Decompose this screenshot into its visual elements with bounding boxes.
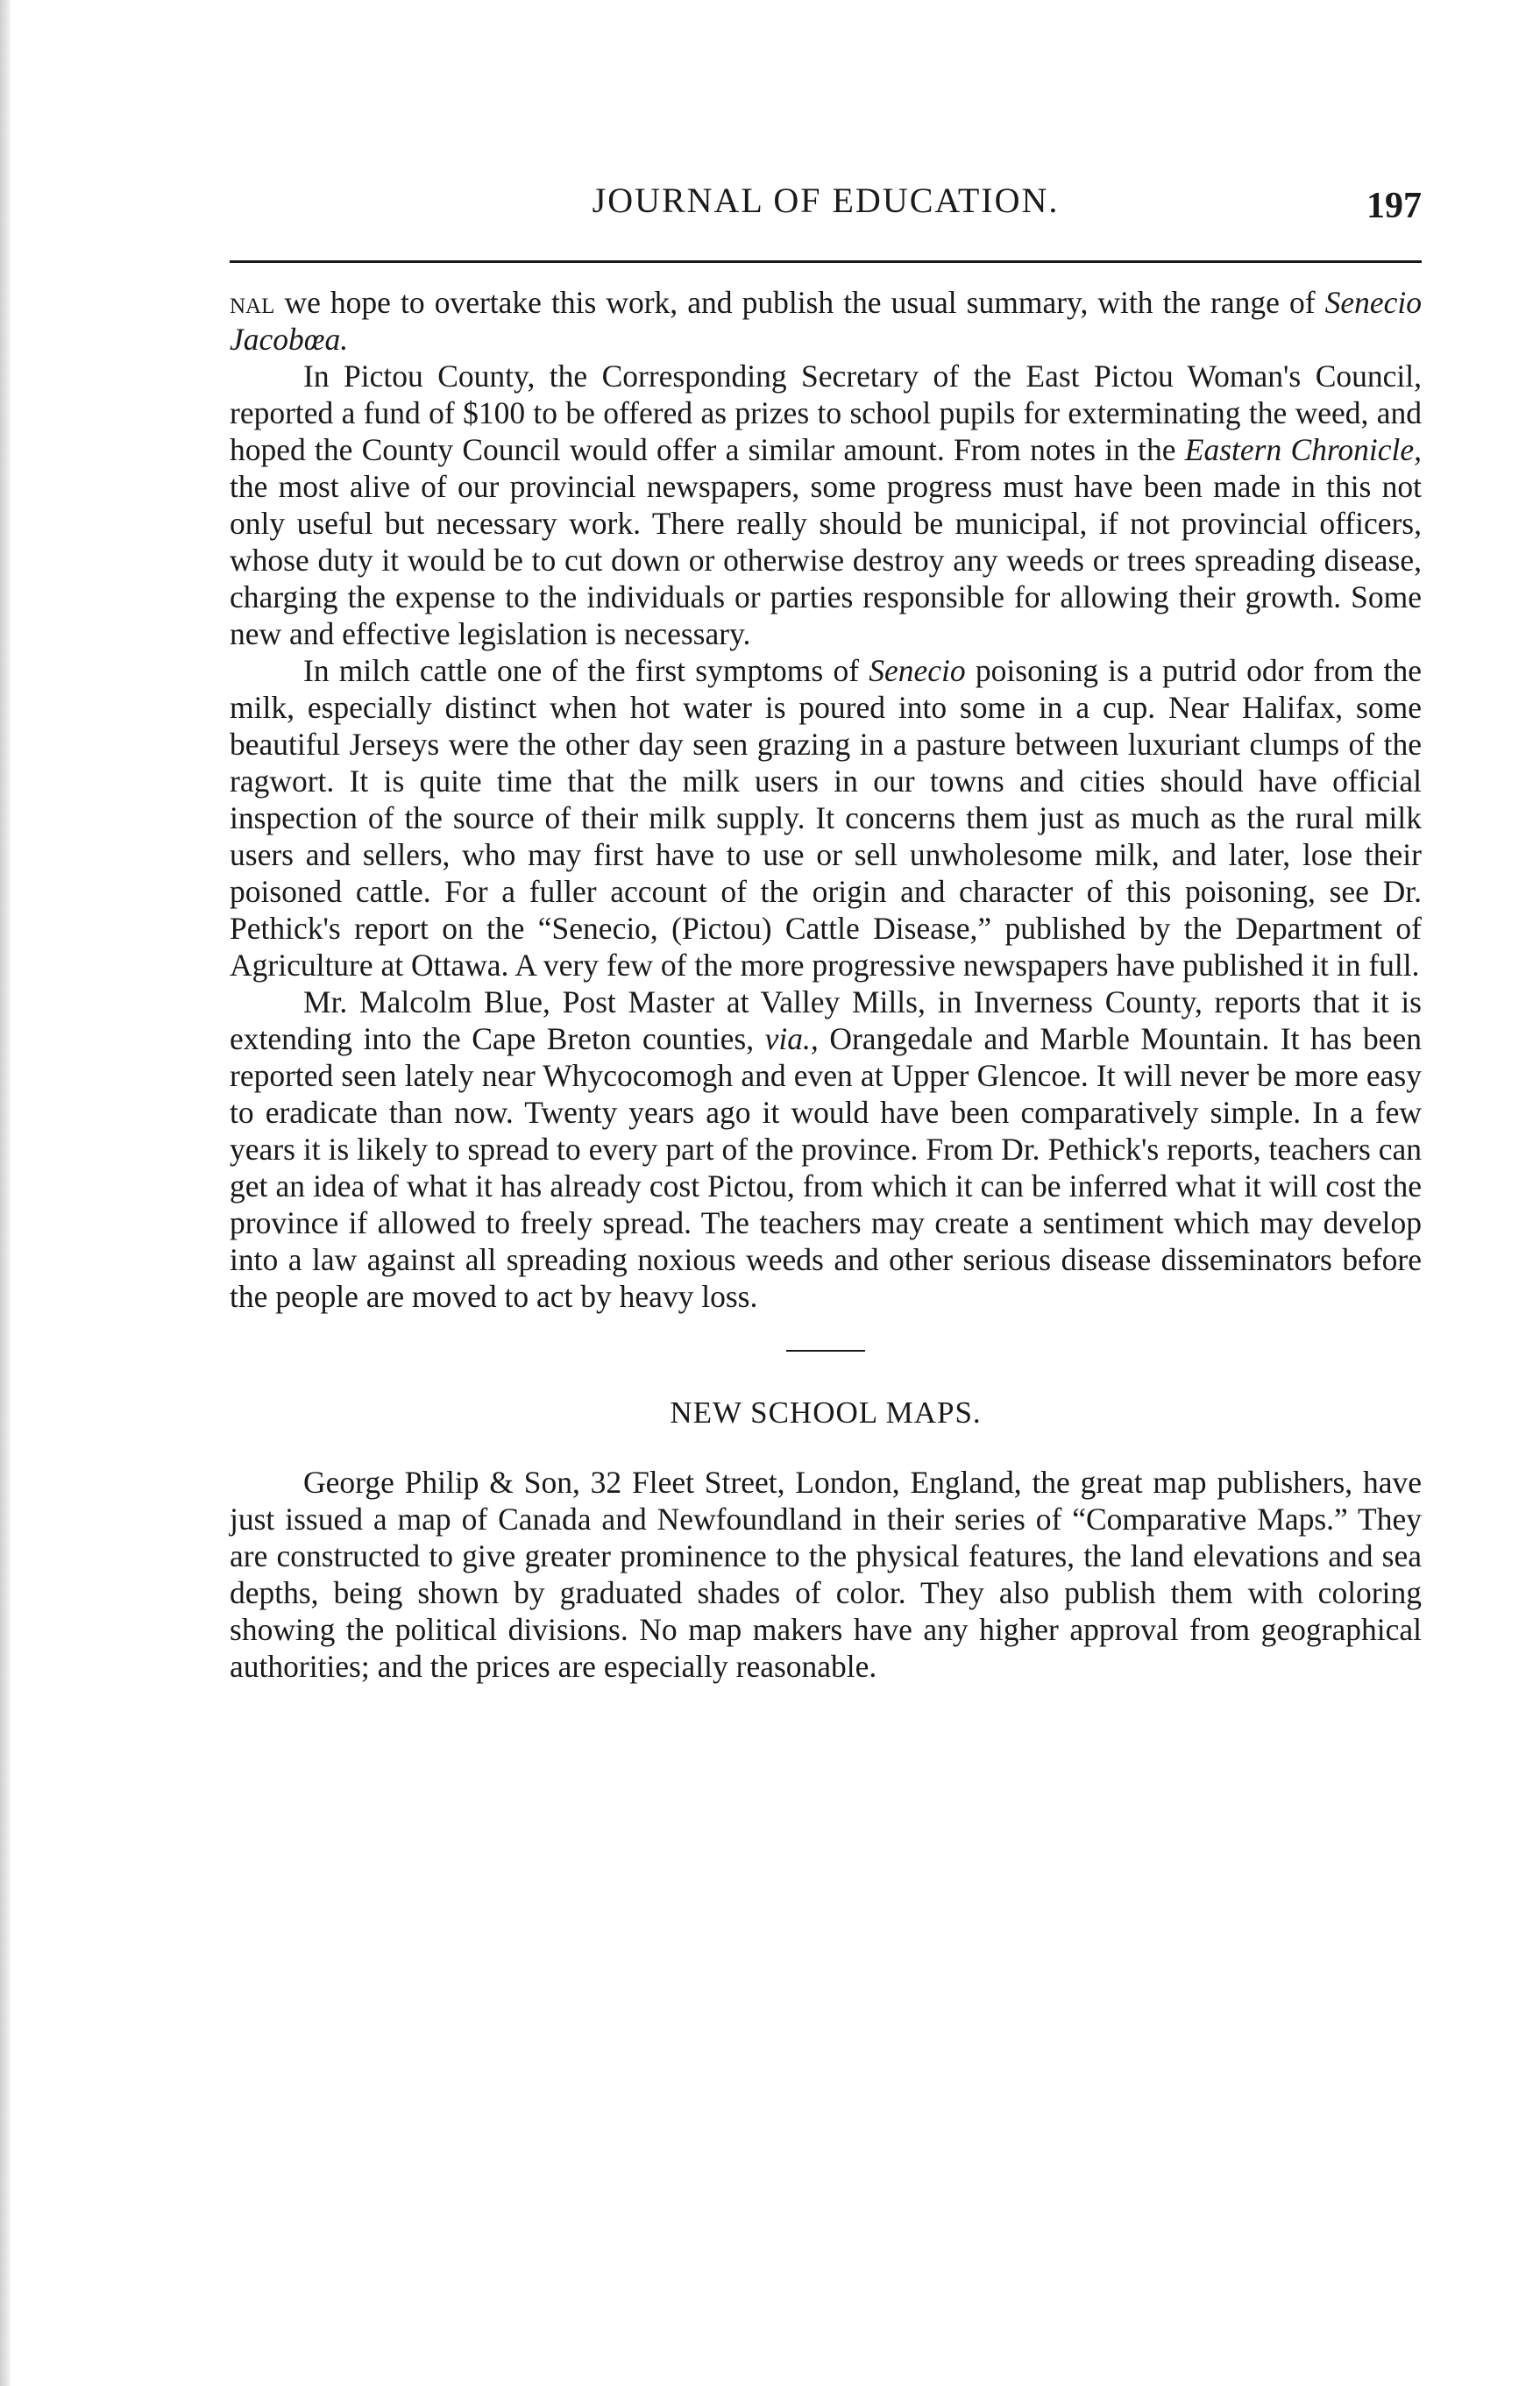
running-header — [230, 180, 1422, 241]
section-separator — [786, 1350, 865, 1352]
text-run: poisoning is a putrid odor from the milk, especially distinct when hot water is poured into some in a cup. Near Halifax, some beautiful Jerseys were the other day seen grazing in a pasture between luxuriant clumps of the ragwort. It is quite time that the milk users in our towns and cities should have official inspection of the source of their milk supply. It concerns them just as much as the rural milk users and sellers, who may first have to use or sell unwholesome milk, and later, lose their poisoned cattle. For a fuller account of the origin and character of this poisoning, see Dr. Pethick's report on the “Senecio, (Pictou) Cattle Disease,” published by the Department of Agriculture at Ottawa. A very few of the more progressive newspapers have published it in full. — [230, 653, 1423, 983]
article-body — [230, 284, 1422, 1315]
page-edge-shadow — [0, 0, 11, 2386]
section-body — [230, 1464, 1422, 1685]
paragraph: George Philip & Son, 32 Fleet Street, London, England, the great map publishers, have just issued a map of Canada and Newfoundland in their series of “Comparative Maps.” They are constructed to give greater prominence to the physical features, the land elevations and sea depths, being shown by graduated shades of color. They also publish them with coloring showing the political divisions. No map makers have any higher approval from geographical authorities; and the prices are especially reasonable. — [230, 1465, 1422, 1684]
paragraph — [230, 358, 1422, 652]
section-heading: NEW SCHOOL MAPS. — [670, 1395, 982, 1430]
text-run-italic: Senecio — [869, 653, 966, 688]
page-number: 197 — [1366, 186, 1422, 226]
paragraph — [230, 284, 1422, 358]
text-run: we hope to overtake this work, and publish the usual summary, with the range of — [274, 285, 1325, 320]
text-run: In milch cattle one of the first symptoms of — [303, 653, 869, 688]
text-run: In Pictou County, the Corresponding Secretary of the East Pictou Woman's Council, reported a fund of $100 to be offered as prizes to school pupils for exterminating the weed, and hoped the County Council would offer a similar amount. From notes in the — [230, 359, 1422, 467]
text-run: Orangedale and Marble Mountain. It has been reported seen lately near Whycocomogh and even at Upper Glencoe. It will never be more easy to eradicate than now. Twenty years ago it would have been comparatively simple. In a few years it is likely to spread to every part of the province. From Dr. Pethick's reports, teachers can get an idea of what it has already cost Pictou, from which it can be inferred what it will cost the province if allowed to freely spread. The teachers may create a sentiment which may develop into a law against all spreading noxious weeds and other serious disease disseminators before the people are moved to act by heavy loss. — [230, 1021, 1423, 1314]
paragraph — [230, 984, 1422, 1315]
text-run: the most alive of our provincial newspapers, some progress must have been made in this not only useful but necessary work. There really should be municipal, if not provincial officers, whose duty it would be to cut down or otherwise destroy any weeds or trees spreading disease, charging the expense to the individuals or parties responsible for allowing their growth. Some new and effective legislation is necessary. — [230, 469, 1422, 651]
paragraph — [230, 652, 1422, 984]
text-run-italic: Senecio Jacobœa. — [230, 285, 1422, 357]
text-run: nal — [230, 285, 275, 320]
journal-page — [230, 180, 1422, 1685]
text-run-italic: via., — [764, 1021, 819, 1056]
text-run: Mr. Malcolm Blue, Post Master at Valley Mills, in Inverness County, reports that it is extending into the Cape Breton counties, — [230, 984, 1422, 1056]
header-rule — [230, 260, 1422, 263]
journal-title: JOURNAL OF EDUCATION. — [592, 181, 1060, 220]
text-run-italic: Eastern Chronicle, — [1184, 432, 1422, 467]
